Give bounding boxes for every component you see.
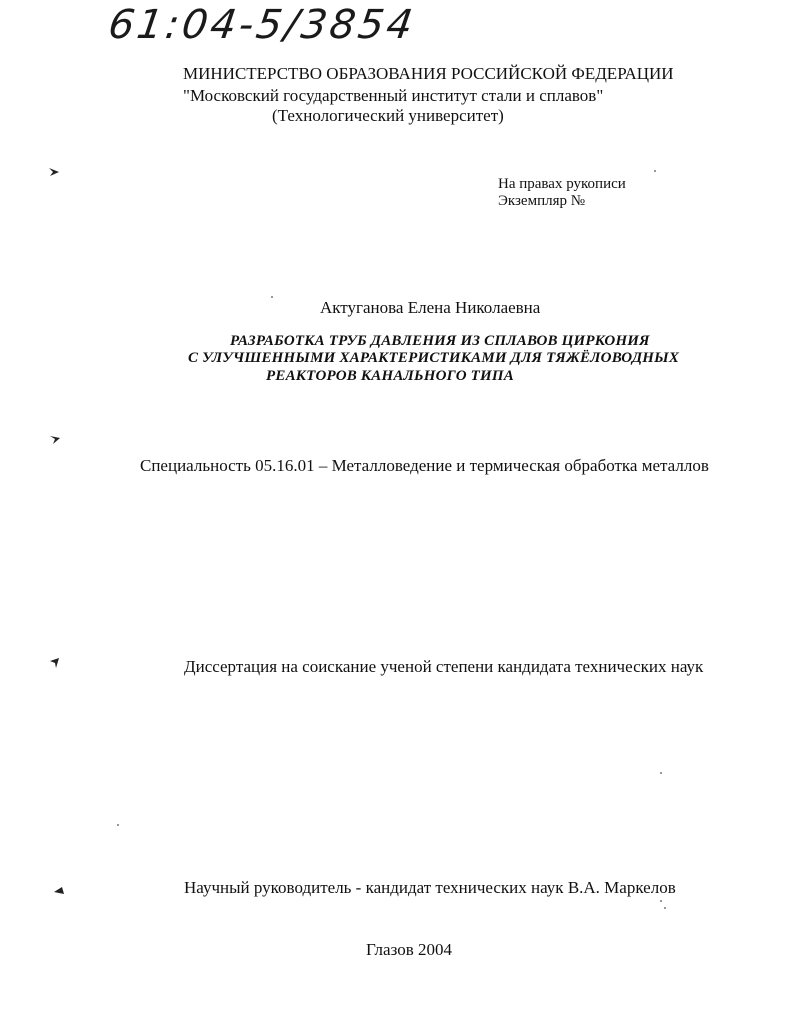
specialty-line: Специальность 05.16.01 – Металловедение и термическая обработка металлов: [140, 456, 709, 475]
author-name: Актуганова Елена Николаевна: [320, 298, 541, 317]
handwritten-archive-number: 61:04-5/3854: [105, 2, 419, 48]
scan-speck: [271, 296, 273, 298]
dissertation-title-line-3: РЕАКТОРОВ КАНАЛЬНОГО ТИПА: [266, 368, 514, 384]
binding-hole-mark-icon: [48, 656, 62, 670]
scan-speck: [117, 824, 119, 826]
institute-name: "Московский государственный институт стали и сплавов": [183, 86, 604, 105]
scan-speck: [664, 907, 666, 909]
university-name: (Технологический университет): [272, 106, 504, 125]
binding-hole-mark-icon: [48, 432, 62, 446]
manuscript-rights-label: На правах рукописи: [498, 176, 626, 192]
scan-speck: [660, 900, 662, 902]
degree-statement: Диссертация на соискание ученой степени кандидата технических наук: [184, 657, 704, 676]
binding-hole-mark-icon: [47, 165, 61, 179]
ministry-heading: МИНИСТЕРСТВО ОБРАЗОВАНИЯ РОССИЙСКОЙ ФЕДЕРАЦИИ: [183, 64, 674, 83]
dissertation-title-line-1: РАЗРАБОТКА ТРУБ ДАВЛЕНИЯ ИЗ СПЛАВОВ ЦИРКОНИЯ: [230, 333, 650, 349]
place-and-year: Глазов 2004: [366, 940, 452, 959]
scan-speck: [654, 170, 656, 172]
scan-speck: [660, 772, 662, 774]
scientific-supervisor: Научный руководитель - кандидат технических наук В.А. Маркелов: [184, 878, 676, 897]
copy-number-label: Экземпляр №: [498, 193, 586, 209]
dissertation-title-line-2: С УЛУЧШЕННЫМИ ХАРАКТЕРИСТИКАМИ ДЛЯ ТЯЖЁЛОВОДНЫХ: [188, 350, 680, 366]
binding-hole-mark-icon: [52, 884, 66, 898]
